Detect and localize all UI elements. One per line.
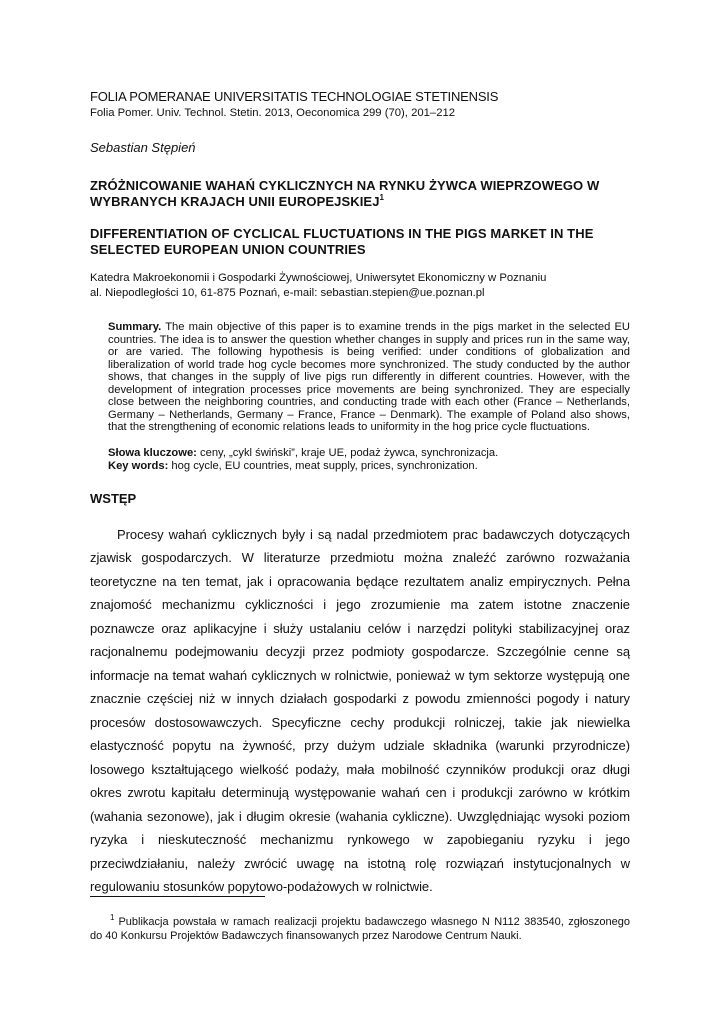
summary (108, 321, 630, 434)
keywords-en-label: Key words: (108, 459, 169, 472)
journal-citation: Folia Pomer. Univ. Technol. Stetin. 2013, Oeconomica 299 (70), 201–212 (90, 107, 456, 119)
footnote-divider (90, 896, 265, 897)
journal-title: FOLIA POMERANAE UNIVERSITATIS TECHNOLOGIAE STETINENSIS (90, 89, 499, 104)
affiliation (90, 271, 630, 301)
paper-page (90, 88, 630, 899)
footnote-text: Publikacja powstała w ramach realizacji projektu badawczego własnego N N112 383540, zgłoszonego do 40 Konkursu Projektów Badawczych finansowanych przez Narodowe Centrum Nauki. (90, 916, 630, 942)
summary-text: The main objective of this paper is to examine trends in the pigs market in the selected EU countries. The idea is to answer the question whether changes in supply and prices run in the same way, or are varied. The following hypothesis is being verified: under conditions of globalization and liberalization of world trade hog cycle becomes more synchronized. The study conducted by the author shows, that changes in the supply of live pigs run differently in different countries. However, with the development of integration processes price movements are being synchronized. They are especially close between the neighboring countries, and conducting trade with each other (France – Netherlands, Germany – Netherlands, Germany – France, France – Denmark). The example of Poland also shows, that the strengthening of economic relations leads to uniformity in the hog price cycle fluctuations. (108, 321, 631, 434)
author-name: Sebastian Stępień (90, 140, 196, 155)
affiliation-line-1: Katedra Makroekonomii i Gospodarki Żywnościowej, Uniwersytet Ekonomiczny w Poznaniu (90, 272, 547, 284)
keywords (108, 447, 630, 473)
title-english: DIFFERENTIATION OF CYCLICAL FLUCTUATIONS IN THE PIGS MARKET IN THE SELECTED EUROPEAN UNION COUNTRIES (90, 226, 594, 257)
title-polish (90, 178, 630, 210)
title-footnote-mark: 1 (379, 193, 385, 202)
keywords-en-text: hog cycle, EU countries, meat supply, prices, synchronization. (171, 459, 478, 472)
body-paragraph: Procesy wahań cyklicznych były i są nadal przedmiotem prac badawczych dotyczących zjawisk gospodarczych. W literaturze przedmiotu można znaleźć zarówno rozważania teoretyczne na ten temat, jak i opracowania będące rezultatem analiz empirycznych. Pełna znajomość mechanizmu cykliczności i jego zrozumienie ma zatem istotne znaczenie poznawcze oraz aplikacyjne i służy ustalaniu celów i narzędzi polityki stabilizacyjnej oraz racjonalnemu podejmowaniu decyzji przez podmioty gospodarcze. Szczególnie cenne są informacje na temat wahań cyklicznych w rolnictwie, ponieważ w tym sektorze występują one znacznie częściej niż w innych działach gospodarki z powodu zmienności pogody i natury procesów dostosowawczych. Specyficzne cechy produkcji rolniczej, takie jak niewielka elastyczność popytu na żywność, przy dużym udziale składnika (warunki przyrodnicze) losowego kształtującego wielkość podaży, mała mobilność czynników produkcji oraz długi okres zwrotu kapitału determinują występowanie wahań cen i produkcji zarówno w krótkim (wahania sezonowe), jak i długim okresie (wahania cykliczne). Uwzględniając wysoki poziom ryzyka i nieskuteczność mechanizmu rynkowego w zapobieganiu ryzyku i jego przeciwdziałaniu, należy zwrócić uwagę na istotną rolę rozwiązań instytucjonalnych w regulowaniu stosunków popytowo-podażowych w rolnictwie. (90, 526, 630, 895)
summary-label: Summary. (108, 321, 162, 333)
section-heading: WSTĘP (90, 490, 137, 506)
affiliation-line-2: al. Niepodległości 10, 61-875 Poznań, e-mail: sebastian.stepien@ue.poznan.pl (90, 287, 485, 299)
keywords-pl-label: Słowa kluczowe: (108, 446, 197, 459)
footnote-mark: 1 (110, 913, 115, 922)
footnote (90, 915, 630, 943)
title-polish-text: ZRÓŻNICOWANIE WAHAŃ CYKLICZNYCH NA RYNKU ŻYWCA WIEPRZOWEGO W WYBRANYCH KRAJACH UNII EUROPEJSKIEJ (90, 178, 600, 209)
keywords-pl-text: ceny, „cykl świński”, kraje UE, podaż żywca, synchronizacja. (200, 446, 499, 459)
